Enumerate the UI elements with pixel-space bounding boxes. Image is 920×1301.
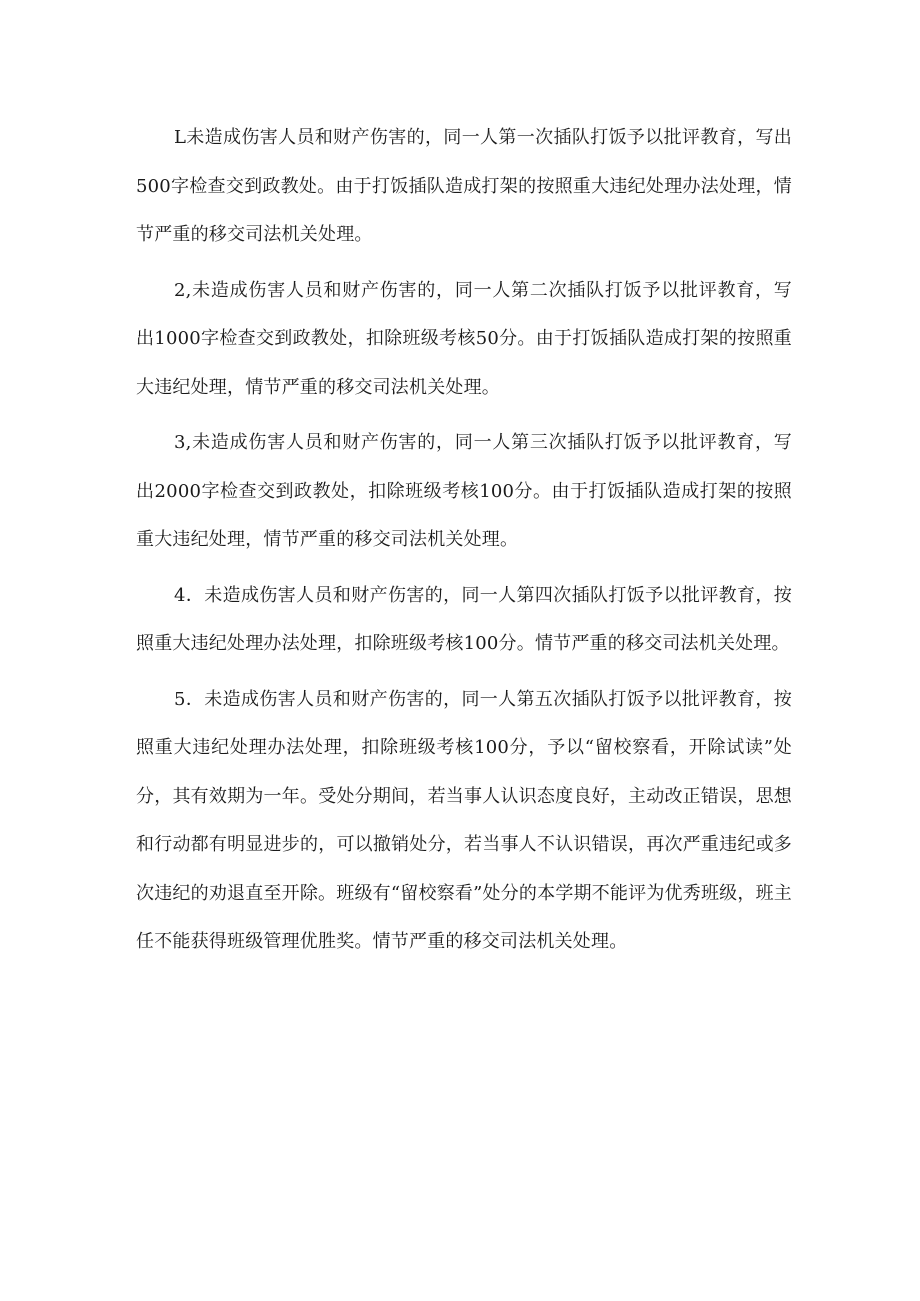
paragraph-3: 3,未造成伤害人员和财产伤害的，同一人第三次插队打饭予以批评教育，写出2000字检查交到政教处，扣除班级考核100分。由于打饭插队造成打架的按照重大违纪处理，情节严重的移交司法机关处理。 [136,432,792,550]
document-body [136,114,792,974]
paragraph-1: L未造成伤害人员和财产伤害的，同一人第一次插队打饭予以批评教育，写出500字检查交到政教处。由于打饭插队造成打架的按照重大违纪处理办法处理，情节严重的移交司法机关处理。 [136,127,792,245]
paragraph-2: 2,未造成伤害人员和财产伤害的，同一人第二次插队打饭予以批评教育，写出1000字检查交到政教处，扣除班级考核50分。由于打饭插队造成打架的按照重大违纪处理，情节严重的移交司法机关处理。 [136,279,792,398]
paragraph-5: 5．未造成伤害人员和财产伤害的，同一人第五次插队打饭予以批评教育，按照重大违纪处理办法处理，扣除班级考核100分，予以“留校察看，开除试读”处分，其有效期为一年。受处分期间，若当事人认识态度良好，主动改正错误，思想和行动都有明显进步的，可以撤销处分，若当事人不认识错误，再次严重违纪或多次违纪的劝退直至开除。班级有“留校察看”处分的本学期不能评为优秀班级，班主任不能获得班级管理优胜奖。情节严重的移交司法机关处理。 [136,688,792,952]
paragraph-4: 4．未造成伤害人员和财产伤害的，同一人第四次插队打饭予以批评教育，按照重大违纪处理办法处理，扣除班级考核100分。情节严重的移交司法机关处理。 [136,584,792,654]
